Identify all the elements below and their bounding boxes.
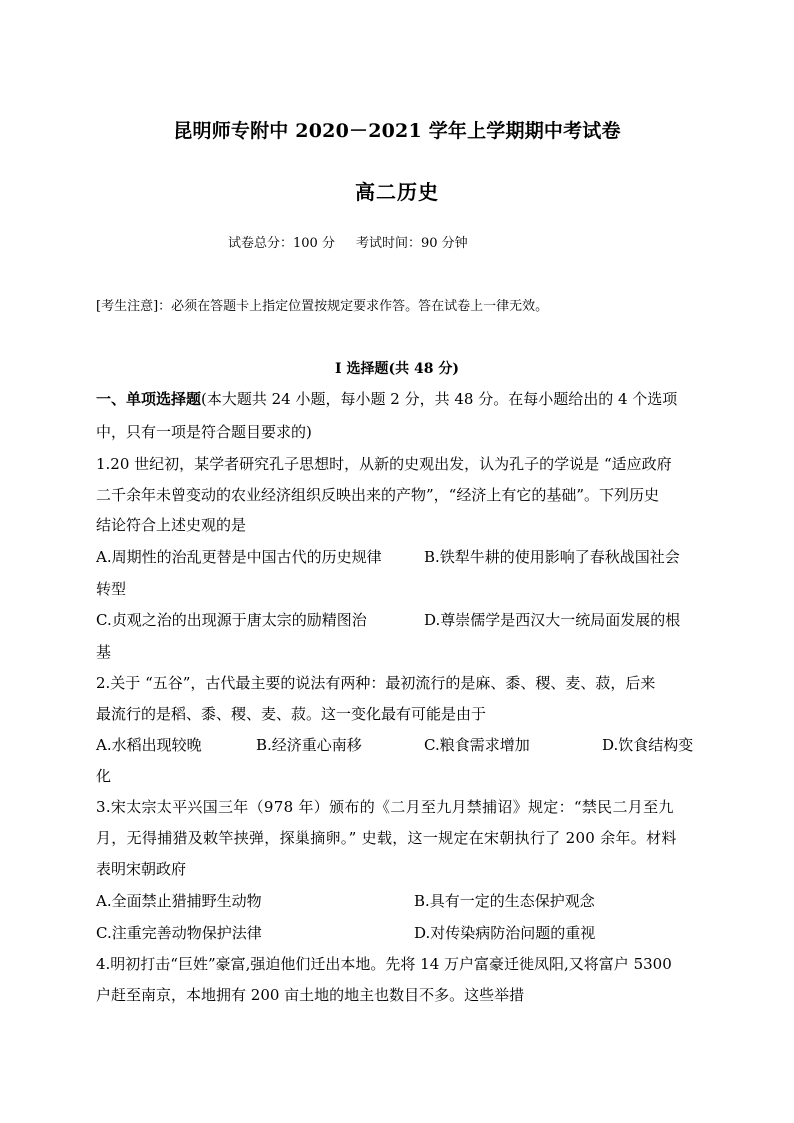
question-2-option-b: B.经济重心南移 <box>256 736 362 754</box>
exam-notice: [考生注意]：必须在答题卡上指定位置按规定要求作答。答在试卷上一律无效。 <box>96 299 549 314</box>
exam-time: 考试时间：90 分钟 <box>356 236 468 251</box>
part-label: 一、单项选择题 <box>96 390 202 408</box>
part-desc-1: (本大题共 24 小题，每小题 2 分，共 48 分。在每小题给出的 4 个选项 <box>201 390 678 408</box>
question-3-line-2: 月，无得捕猎及敕竿挟弹，探巢摘卵。” 史载，这一规定在宋朝执行了 200 余年。材料 <box>96 829 677 847</box>
question-1-option-b-wrap: 转型 <box>96 580 127 598</box>
question-3-line-1: 3.宋太宗太平兴国三年（978 年）颁布的《二月至九月禁捕诏》规定：“禁民二月至九 <box>96 798 674 816</box>
question-4-line-2: 户赶至南京，本地拥有 200 亩土地的地主也数目不多。这些举措 <box>96 986 525 1004</box>
exam-subject: 高二历史 <box>355 180 439 204</box>
question-1-option-d-wrap: 基 <box>96 643 112 661</box>
question-2-line-1: 2.关于 “五谷”，古代最主要的说法有两种：最初流行的是麻、黍、稷、麦、菽，后来 <box>96 674 656 692</box>
total-score: 试卷总分：100 分 <box>228 236 335 251</box>
question-1-line-2: 二千余年未曾变动的农业经济组织反映出来的产物”，“经济上有它的基础”。下列历史 <box>96 486 660 504</box>
part-instructions <box>96 392 677 407</box>
question-3-option-c: C.注重完善动物保护法律 <box>96 924 262 942</box>
question-1-option-b: B.铁犁牛耕的使用影响了春秋战国社会 <box>424 548 680 566</box>
question-1-line-1: 1.20 世纪初，某学者研究孔子思想时，从新的史观出发，认为孔子的学说是 “适应政府 <box>96 455 672 473</box>
question-2-option-a: A.水稻出现较晚 <box>96 736 202 754</box>
question-2-line-2: 最流行的是稻、黍、稷、麦、菽。这一变化最有可能是由于 <box>96 705 487 723</box>
section-title: I 选择题(共 48 分) <box>335 361 459 377</box>
question-4-line-1: 4.明初打击“巨姓”豪富,强迫他们迁出本地。先将 14 万户富豪迁徙凤阳,又将富户 5300 <box>96 955 672 973</box>
question-2-option-d-wrap: 化 <box>96 767 112 785</box>
question-3-option-b: B.具有一定的生态保护观念 <box>414 892 595 910</box>
question-2-option-d: D.饮食结构变 <box>602 736 694 754</box>
question-1-option-a: A.周期性的治乱更替是中国古代的历史规律 <box>96 548 382 566</box>
question-3-option-a: A.全面禁止猎捕野生动物 <box>96 892 262 910</box>
exam-title: 昆明师专附中 2020－2021 学年上学期期中考试卷 <box>173 120 621 142</box>
part-desc-2: 中，只有一项是符合题目要求的) <box>96 423 312 441</box>
question-3-line-3: 表明宋朝政府 <box>96 860 187 878</box>
question-3-option-d: D.对传染病防治问题的重视 <box>414 924 596 942</box>
question-2-option-c: C.粮食需求增加 <box>424 736 530 754</box>
question-1-option-d: D.尊崇儒学是西汉大一统局面发展的根 <box>424 611 681 629</box>
question-1-option-c: C.贞观之治的出现源于唐太宗的励精图治 <box>96 611 367 629</box>
question-1-line-3: 结论符合上述史观的是 <box>96 516 247 534</box>
